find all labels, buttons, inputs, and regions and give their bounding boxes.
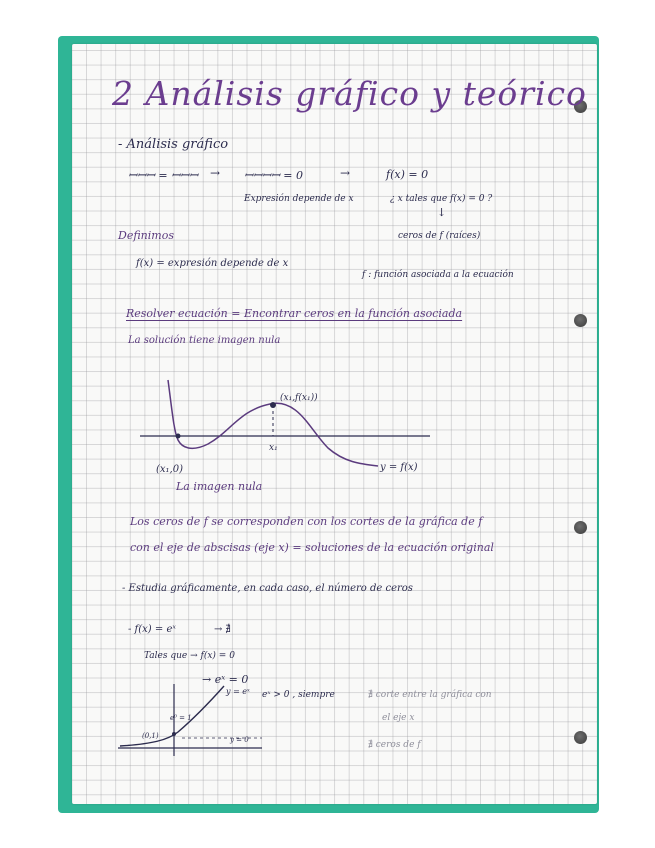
solution-note: La solución tiene imagen nula bbox=[128, 335, 281, 346]
page-title: 2 Análisis gráfico y teórico bbox=[112, 74, 587, 113]
binder-hole bbox=[574, 731, 587, 744]
case-arrow: → ∄ bbox=[214, 624, 231, 635]
exponential-plot bbox=[112, 680, 272, 760]
intercept-label: (0,1) bbox=[142, 732, 159, 740]
zero-label: (x₁,0) bbox=[156, 464, 183, 475]
no-intersection-1: ∄ corte entre la gráfica con bbox=[368, 690, 492, 700]
flow-middle: ꟷꟷꟷꟷ = 0 bbox=[244, 169, 304, 182]
always-positive: eˣ > 0 , siempre bbox=[262, 690, 335, 700]
tales-que: Tales que → f(x) = 0 bbox=[144, 651, 235, 661]
flow-left: ꟷꟷꟷ = ꟷꟷꟷ bbox=[128, 169, 198, 182]
flow-right: f(x) = 0 bbox=[386, 168, 429, 181]
section-heading-grafico: - Análisis gráfico bbox=[118, 137, 229, 152]
f-definition: f : función asociada a la ecuación bbox=[362, 270, 514, 280]
intercept-point bbox=[172, 732, 176, 736]
conclusion-line-2: con el eje de abscisas (eje x) = soluciones de la ecuación original bbox=[130, 541, 494, 554]
flow-arrow: → bbox=[210, 166, 221, 180]
resolver-definition: Resolver ecuación = Encontrar ceros en la función asociada bbox=[126, 307, 463, 320]
case-function: - f(x) = eˣ bbox=[128, 624, 176, 635]
function-graph bbox=[130, 370, 440, 500]
no-zeros: ∄ ceros de f bbox=[368, 740, 421, 750]
curve-label: y = eˣ bbox=[226, 687, 250, 696]
binder-hole bbox=[574, 521, 587, 534]
x1-label: x₁ bbox=[269, 443, 278, 453]
definimos-label: Definimos bbox=[118, 229, 174, 242]
point-label: (x₁,f(x₁)) bbox=[280, 393, 318, 403]
zero-point bbox=[176, 434, 181, 439]
section-heading-estudia: - Estudia gráficamente, en cada caso, el número de ceros bbox=[122, 583, 413, 594]
fx-definition: f(x) = expresión depende de x bbox=[136, 258, 289, 269]
expression-note: Expresión depende de x bbox=[244, 194, 354, 204]
no-intersection-2: el eje x bbox=[382, 713, 415, 723]
curve-label: y = f(x) bbox=[380, 462, 418, 473]
nula-label: La imagen nula bbox=[176, 480, 263, 493]
ex-equation: → eˣ = 0 bbox=[202, 673, 249, 686]
conclusion-line-1: Los ceros de f se corresponden con los cortes de la gráfica de f bbox=[130, 515, 483, 528]
max-point bbox=[270, 402, 276, 408]
zeros-question: ¿ x tales que f(x) = 0 ? bbox=[390, 194, 493, 204]
flow-arrow: → bbox=[340, 166, 351, 180]
ceros-note: ceros de f (raíces) bbox=[398, 231, 481, 241]
one-label: e⁰ = 1 bbox=[170, 714, 192, 722]
down-arrow: ↓ bbox=[437, 206, 447, 219]
binder-hole bbox=[574, 314, 587, 327]
y-zero-label: y = 0 bbox=[230, 736, 249, 744]
